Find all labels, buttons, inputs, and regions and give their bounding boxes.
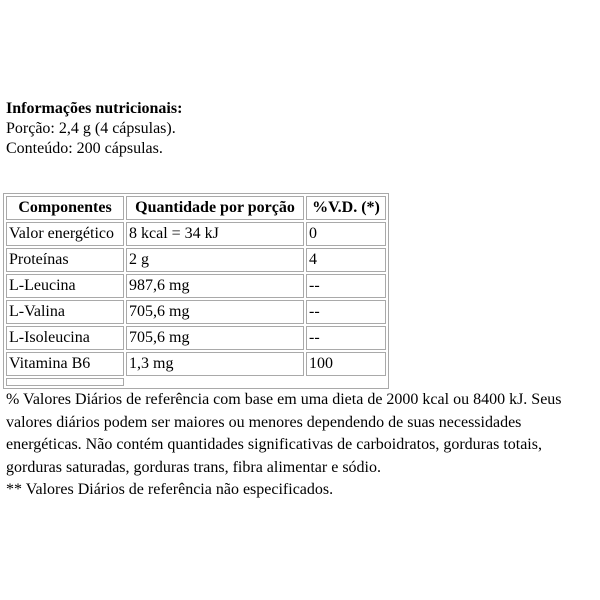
table-row: [6, 300, 386, 324]
cell-component: L-Isoleucina: [6, 326, 124, 350]
cell-vd: 4: [306, 248, 386, 272]
column-header-quantity: Quantidade por porção: [126, 196, 304, 220]
cell-quantity: 2 g: [126, 248, 304, 272]
cell-vd: --: [306, 300, 386, 324]
table-row: [6, 274, 386, 298]
nutrition-table: [3, 193, 389, 389]
column-header-vd: %V.D. (*): [306, 196, 386, 220]
table-header-row: [6, 196, 386, 220]
cell-vd: --: [306, 326, 386, 350]
column-header-components: Componentes: [6, 196, 124, 220]
table-footer-spacer: [126, 378, 304, 386]
cell-quantity: 1,3 mg: [126, 352, 304, 376]
content-text: Conteúdo: 200 cápsulas.: [6, 140, 163, 157]
portion-text: Porção: 2,4 g (4 cápsulas).: [6, 120, 176, 137]
cell-component: Proteínas: [6, 248, 124, 272]
cell-quantity: 8 kcal = 34 kJ: [126, 222, 304, 246]
table-row: [6, 248, 386, 272]
table-row: [6, 222, 386, 246]
cell-vd: --: [306, 274, 386, 298]
cell-quantity: 987,6 mg: [126, 274, 304, 298]
table-footer-spacer: [306, 378, 386, 386]
cell-vd: 100: [306, 352, 386, 376]
table-footer-cell: [6, 378, 124, 386]
cell-vd: 0: [306, 222, 386, 246]
cell-component: Valor energético: [6, 222, 124, 246]
nutrition-notes: [6, 389, 600, 502]
vd-footnote: % Valores Diários de referência com base em uma dieta de 2000 kcal ou 8400 kJ. Seus valores diários podem ser maiores ou menores dependendo de suas necessidades energéticas. Não contém quantidades significativas de carboidratos, gorduras totais, gorduras saturadas, gorduras trans, fibra alimentar e sódio.: [6, 391, 562, 476]
cell-component: L-Valina: [6, 300, 124, 324]
table-row: [6, 326, 386, 350]
table-footer-row: [6, 378, 386, 386]
cell-component: L-Leucina: [6, 274, 124, 298]
nutrition-header: [6, 99, 182, 159]
cell-quantity: 705,6 mg: [126, 326, 304, 350]
nutrition-title: Informações nutricionais:: [6, 100, 183, 117]
cell-quantity: 705,6 mg: [126, 300, 304, 324]
unspecified-footnote: ** Valores Diários de referência não especificados.: [6, 481, 334, 498]
table-row: [6, 352, 386, 376]
cell-component: Vitamina B6: [6, 352, 124, 376]
